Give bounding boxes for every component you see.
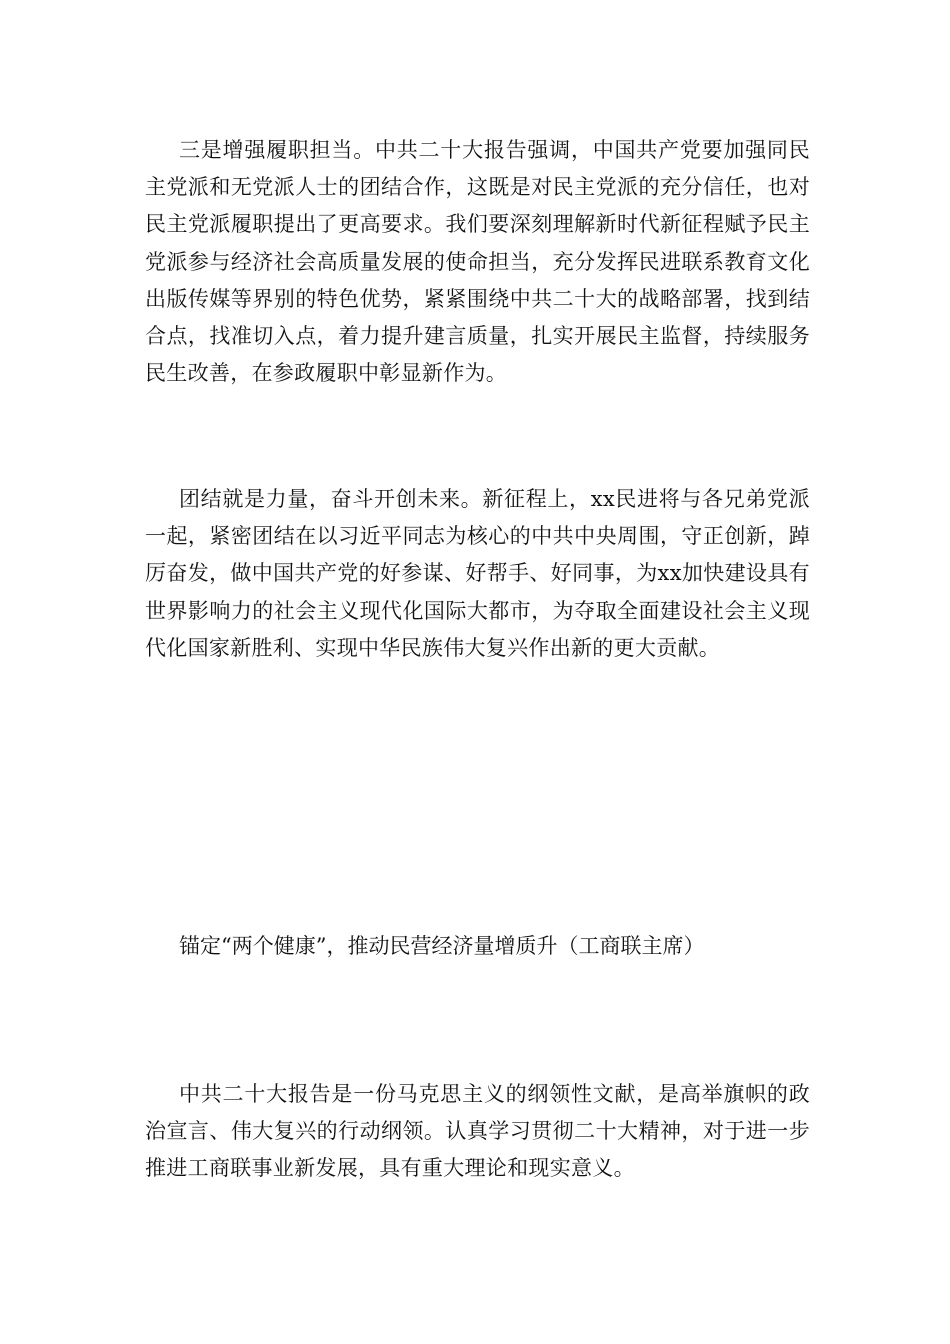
body-paragraph: 三是增强履职担当。中共二十大报告强调，中国共产党要加强同民主党派和无党派人士的团结合作，这既是对民主党派的充分信任，也对民主党派履职提出了更高要求。我们要深刻理解新时代新征程赋予民主党派参与经济社会高质量发展的使命担当，充分发挥民进联系教育文化出版传媒等界别的特色优势，紧紧围绕中共二十大的战略部署，找到结合点，找准切入点，着力提升建言质量，扎实开展民主监督，持续服务民生改善，在参政履职中彰显新作为。 [145,138,810,386]
body-paragraph: 中共二十大报告是一份马克思主义的纲领性文献，是高举旗帜的政治宣言、伟大复兴的行动纲领。认真学习贯彻二十大精神，对于进一步推进工商联事业新发展，具有重大理论和现实意义。 [145,1082,810,1181]
section-title: 锚定“两个健康”，推动民营经济量增质升（工商联主席） [179,934,705,958]
body-paragraph: 团结就是力量，奋斗开创未来。新征程上，xx民进将与各兄弟党派一起，紧密团结在以习近平同志为核心的中共中央周围，守正创新，踔厉奋发，做中国共产党的好参谋、好帮手、好同事，为xx加快建设具有世界影响力的社会主义现代化国际大都市，为夺取全面建设社会主义现代化国家新胜利、实现中华民族伟大复兴作出新的更大贡献。 [145,487,810,660]
